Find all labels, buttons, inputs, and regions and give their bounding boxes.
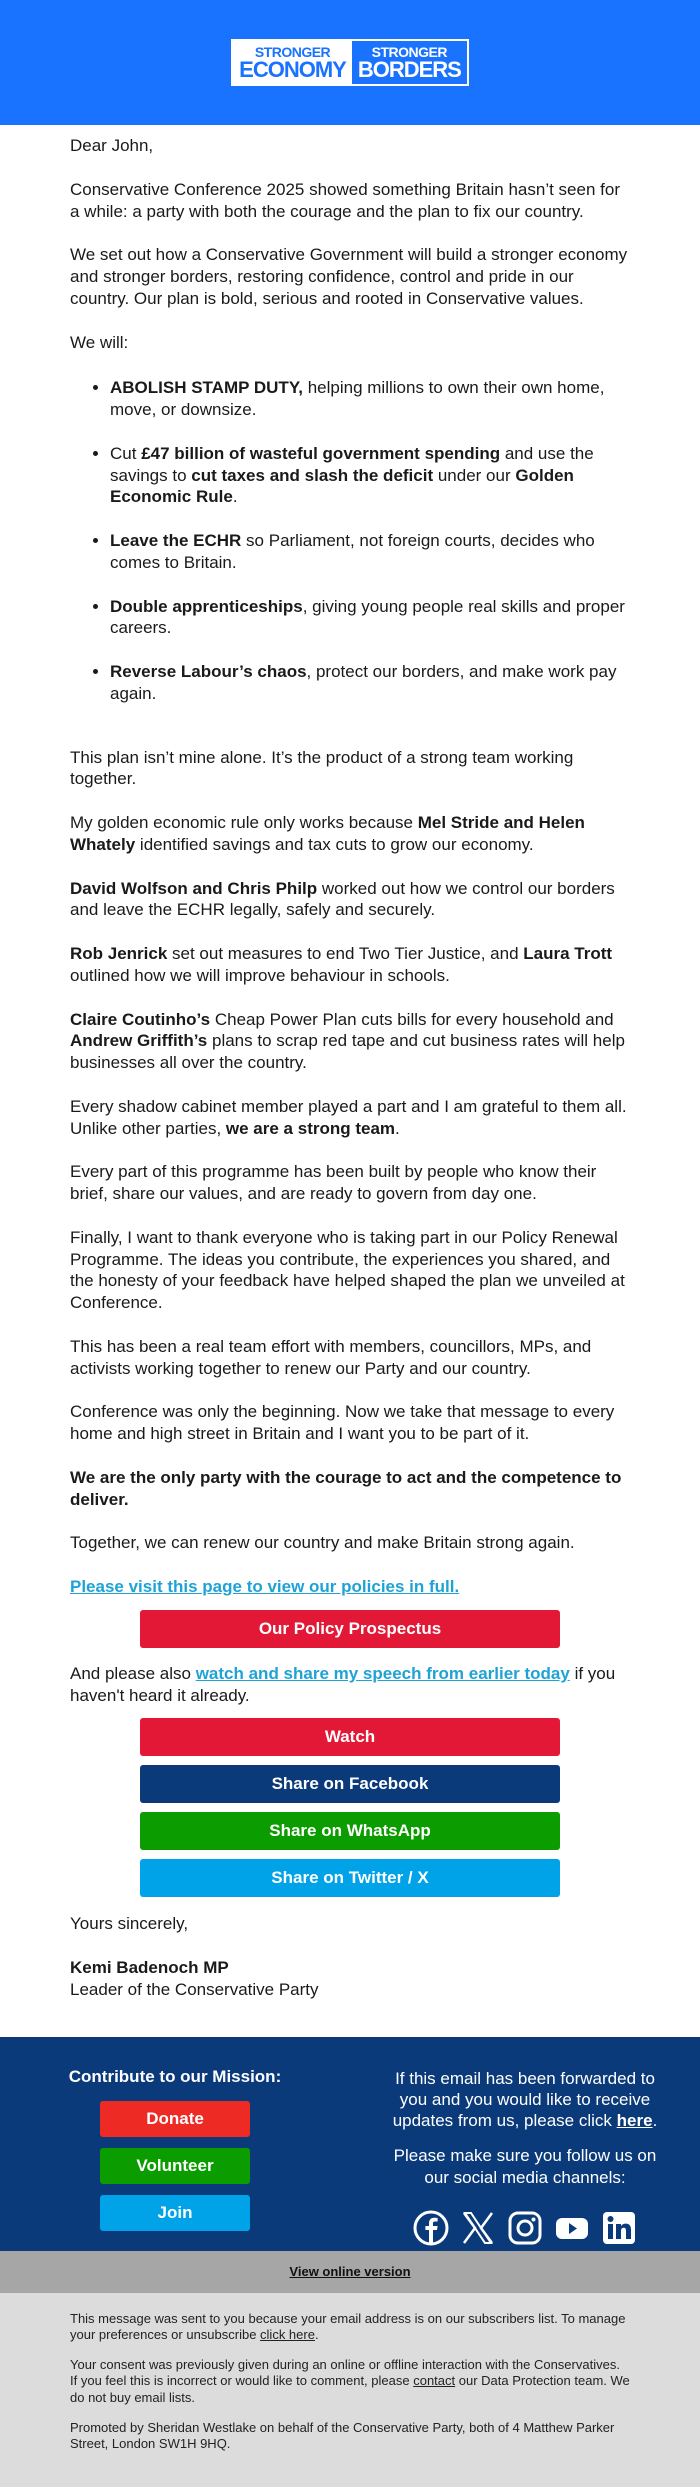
logo-left-big: ECONOMY <box>239 56 346 82</box>
follow-text: Please make sure you follow us on our social media channels: <box>393 2146 657 2187</box>
bold-text: Reverse Labour’s chaos <box>110 662 307 681</box>
legal-text: Promoted by Sheridan Westlake on behalf of the Conservative Party, both of 4 Matthew Parker Street, London SW1H 9HQ. <box>70 2419 615 2451</box>
text: . <box>314 2326 319 2342</box>
text: This message was sent to you because your email address is on our subscribers list. To manage your preferences or unsubscribe <box>70 2310 626 2342</box>
text: worked out how we control our borders and leave the ECHR legally, safely and securely. <box>70 878 615 920</box>
bold-text: ABOLISH STAMP DUTY, <box>110 378 303 398</box>
list-item <box>110 661 630 705</box>
legal-footer <box>0 2293 700 2487</box>
text: . <box>232 487 238 507</box>
text: My golden economic rule only works because <box>70 813 418 832</box>
speech-link[interactable]: watch and share my speech from earlier today <box>195 1663 570 1683</box>
footer-actions <box>0 2037 700 2251</box>
facebook-icon[interactable] <box>412 2209 450 2247</box>
text: so Parliament, not foreign courts, decides who comes to Britain. <box>110 531 595 572</box>
policies-link[interactable]: Please visit this page to view our policies in full. <box>70 1577 460 1596</box>
donate-button[interactable]: Donate <box>100 2101 250 2137</box>
bold-text: cut taxes and slash the deficit <box>191 465 434 485</box>
paragraph: We set out how a Conservative Government will build a stronger economy and stronger borders, restoring confidence, control and pride in our country. Our plan is bold, serious and rooted in Conservative values. <box>70 245 628 308</box>
paragraph: Together, we can renew our country and make Britain strong again. <box>70 1533 575 1553</box>
legal-text <box>70 2357 630 2406</box>
text: Cheap Power Plan cuts bills for every household and <box>210 1009 614 1029</box>
bold-text: we are a strong team <box>225 1118 396 1138</box>
list-item <box>110 530 630 574</box>
forward-text <box>390 2068 660 2132</box>
social-links <box>390 2209 660 2247</box>
bold-text: £47 billion of wasteful government spending <box>141 443 501 463</box>
email-body <box>0 125 700 2001</box>
bold-text: Leave the ECHR <box>110 531 242 550</box>
logo-borders <box>352 41 467 84</box>
contribute-column <box>0 2037 350 2251</box>
email-header <box>0 0 700 125</box>
text: helping millions to own their own home, move, or downsize. <box>110 378 605 419</box>
view-online-link[interactable]: View online version <box>289 2263 411 2279</box>
unsubscribe-link[interactable]: click here <box>260 2326 315 2342</box>
join-button[interactable]: Join <box>100 2195 250 2231</box>
share-twitter-button[interactable]: Share on Twitter / X <box>140 1859 560 1897</box>
paragraph: Every part of this programme has been built by people who know their brief, share our values, and are ready to govern from day one. <box>70 1162 597 1203</box>
signature-name: Kemi Badenoch MP <box>70 1958 229 1977</box>
text: under our <box>433 465 516 485</box>
paragraph: We will: <box>70 332 129 352</box>
text: our Data Protection team. We do not buy email lists. <box>70 2373 630 2405</box>
bold-text: Andrew Griffith’s <box>70 1031 208 1051</box>
text: Cut <box>110 443 142 463</box>
text: , protect our borders, and make work pay again. <box>110 662 617 703</box>
paragraph: Conference was only the beginning. Now we take that message to every home and high street in Britain and I want you to be part of it. <box>70 1402 615 1443</box>
text: and use the savings to <box>110 443 594 485</box>
bold-text: David Wolfson and Chris Philp <box>70 878 318 898</box>
signature-title: Leader of the Conservative Party <box>70 1979 319 1999</box>
text: And please also <box>70 1663 196 1683</box>
list-item <box>110 443 630 508</box>
watch-button[interactable]: Watch <box>140 1718 560 1756</box>
logo-right-big: BORDERS <box>357 56 461 82</box>
instagram-icon[interactable] <box>506 2209 544 2247</box>
text: . <box>652 2111 658 2130</box>
paragraph <box>70 878 630 922</box>
text: If this email has been forwarded to you and you would like to receive updates from us, please click <box>392 2068 655 2130</box>
text: plans to scrap red tape and cut business rates will help businesses all over the country. <box>70 1031 625 1072</box>
text: . <box>395 1118 400 1138</box>
text: if you haven't heard it already. <box>70 1663 616 1705</box>
bold-text: Mel Stride and Helen Whately <box>70 813 585 854</box>
paragraph <box>70 1663 630 1707</box>
paragraph <box>70 812 630 856</box>
online-version-bar <box>0 2251 700 2293</box>
stronger-economy-stronger-borders-logo <box>231 39 469 86</box>
pledge-list <box>110 377 630 704</box>
subscribe-here-link[interactable]: here <box>616 2111 653 2130</box>
volunteer-button[interactable]: Volunteer <box>100 2148 250 2184</box>
paragraph <box>70 1467 630 1511</box>
signature <box>70 1957 630 2001</box>
bold-text: Claire Coutinho’s <box>70 1009 211 1029</box>
x-icon[interactable] <box>459 2209 497 2247</box>
logo-right-small: STRONGER <box>371 43 447 60</box>
paragraph <box>70 1576 630 1598</box>
bold-text: We are the only party with the courage to act and the competence to deliver. <box>70 1467 622 1509</box>
share-whatsapp-button[interactable]: Share on WhatsApp <box>140 1812 560 1850</box>
text: Every shadow cabinet member played a part and I am grateful to them all. Unlike other parties, <box>70 1096 627 1138</box>
share-facebook-button[interactable]: Share on Facebook <box>140 1765 560 1803</box>
linkedin-icon[interactable] <box>600 2209 638 2247</box>
text: set out measures to end Two Tier Justice, and <box>167 944 524 963</box>
text: , giving young people real skills and proper careers. <box>110 596 625 638</box>
policy-prospectus-button[interactable]: Our Policy Prospectus <box>140 1610 560 1648</box>
bold-text: Golden Economic Rule <box>110 465 574 507</box>
contact-link[interactable]: contact <box>413 2373 456 2389</box>
text: identified savings and tax cuts to grow our economy. <box>135 834 534 854</box>
paragraph: Conservative Conference 2025 showed something Britain hasn’t seen for a while: a party with both the courage and the plan to fix our country. <box>70 179 620 221</box>
bold-text: Double apprenticeships <box>110 596 303 616</box>
text: Your consent was previously given during an online or offline interaction with the Conservatives. If you feel this is incorrect or would like to comment, please <box>70 2357 620 2389</box>
bold-text: Rob Jenrick <box>70 944 168 963</box>
paragraph: This plan isn’t mine alone. It’s the product of a strong team working together. <box>70 747 574 789</box>
follow-column <box>350 2037 700 2251</box>
paragraph <box>70 1009 630 1074</box>
logo-left-small: STRONGER <box>254 43 331 60</box>
signoff: Yours sincerely, <box>70 1914 189 1934</box>
paragraph <box>70 943 630 987</box>
list-item <box>110 596 630 640</box>
list-item <box>110 377 630 421</box>
paragraph: Finally, I want to thank everyone who is taking part in our Policy Renewal Programme. The ideas you contribute, the experiences you shared, and the honesty of your feedback have helped shaped the plan we unveiled at Conference. <box>70 1227 625 1312</box>
bold-text: Laura Trott <box>523 944 613 963</box>
legal-text <box>70 2311 630 2344</box>
text: outlined how we will improve behaviour in schools. <box>70 965 450 985</box>
contribute-heading: Contribute to our Mission: <box>68 2066 282 2086</box>
paragraph: This has been a real team effort with members, councillors, MPs, and activists working together to renew our Party and our country. <box>70 1336 592 1378</box>
paragraph <box>70 1096 630 1140</box>
logo-economy <box>233 41 352 84</box>
greeting: Dear John, <box>70 136 154 155</box>
youtube-icon[interactable] <box>553 2209 591 2247</box>
